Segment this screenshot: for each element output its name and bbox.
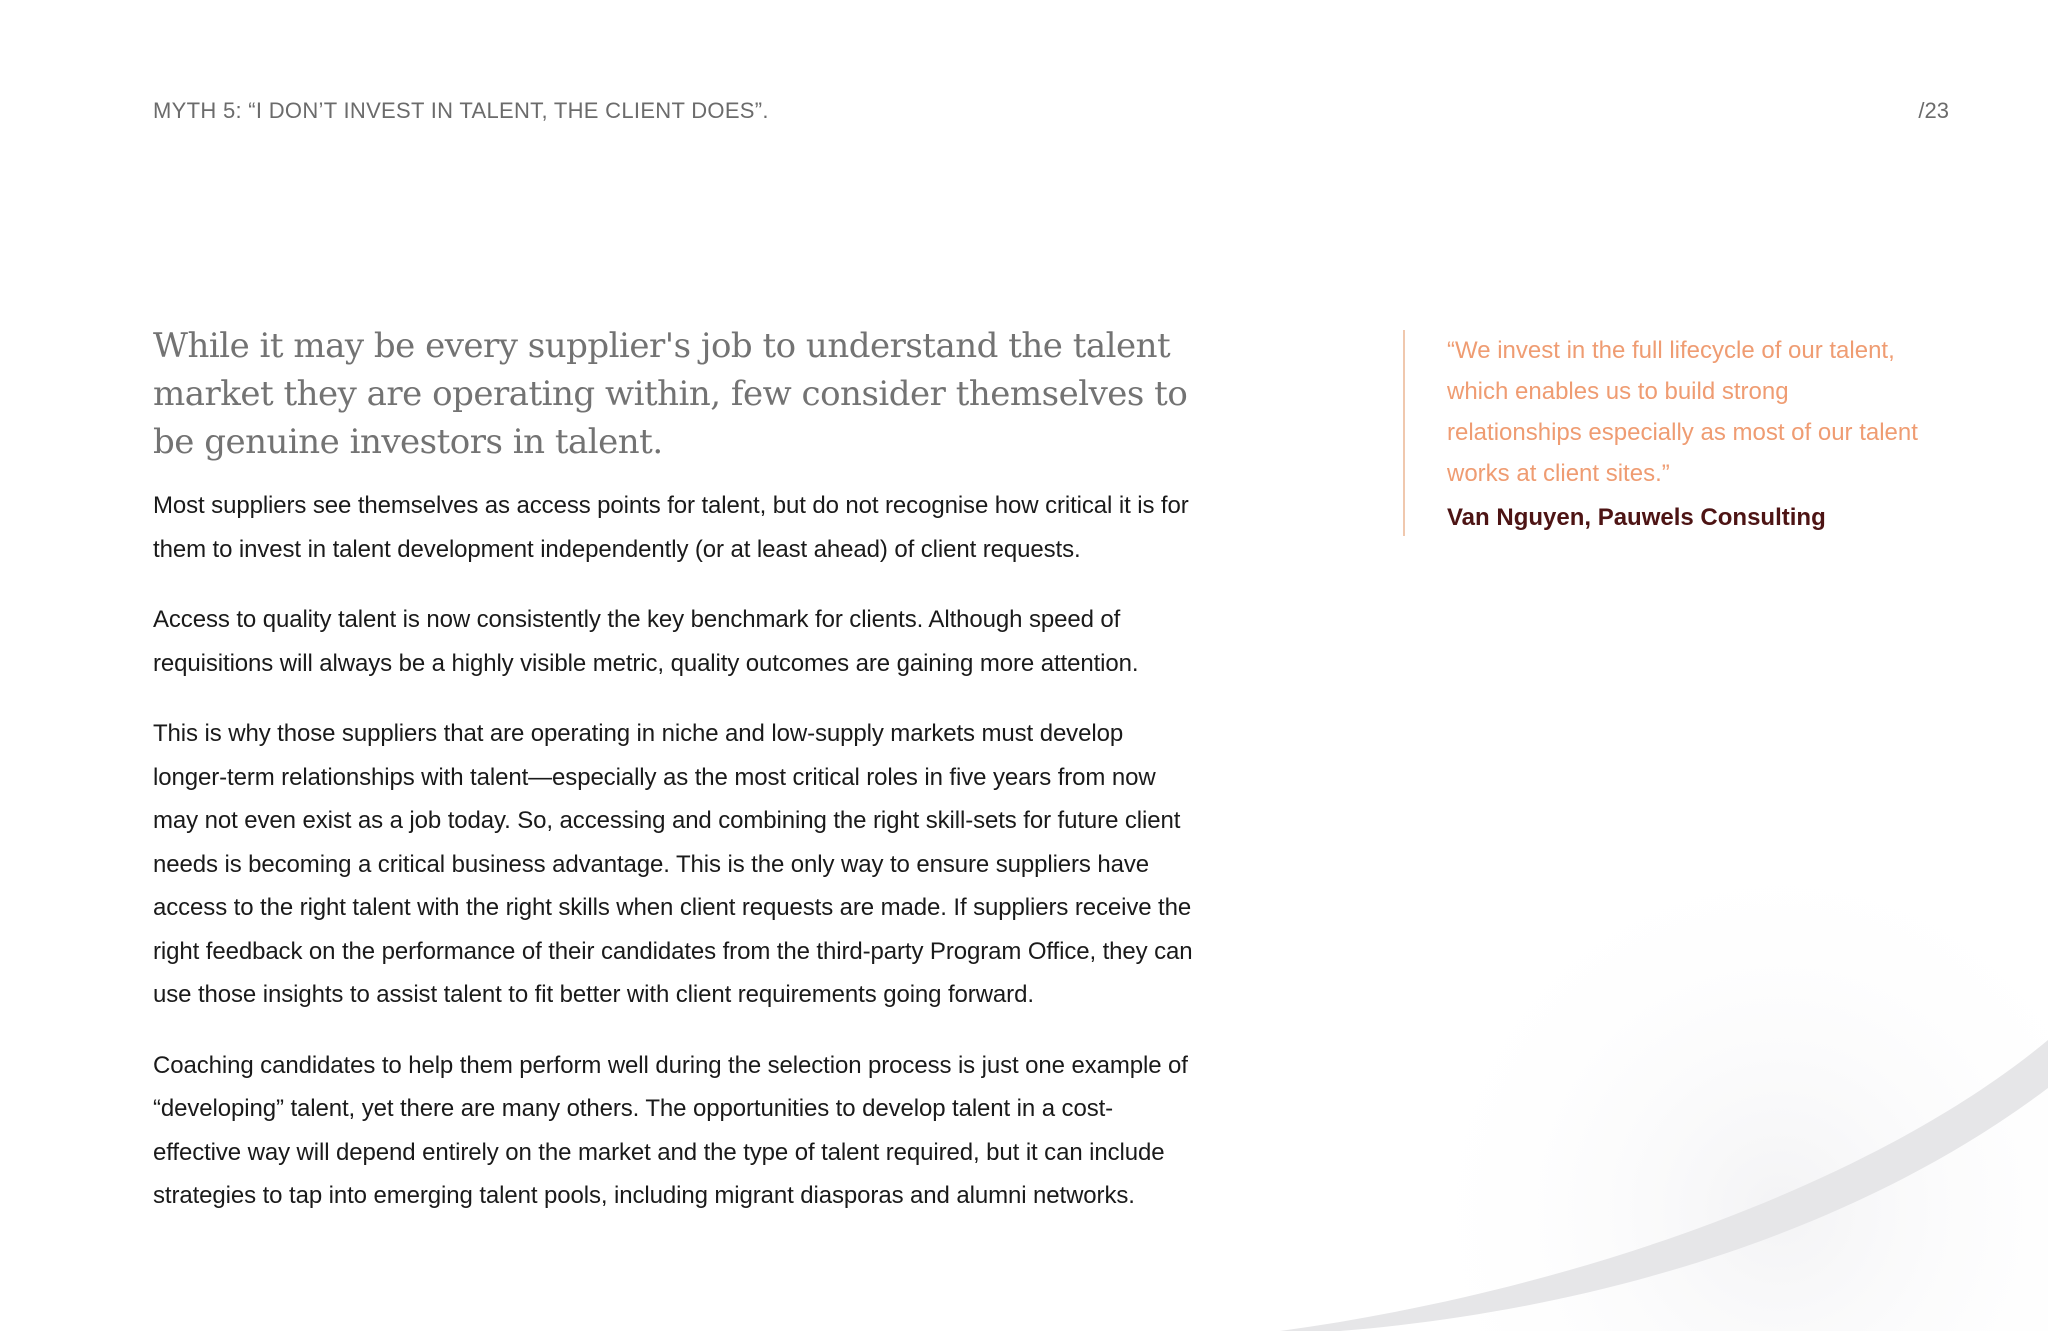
body-paragraph: This is why those suppliers that are operating in niche and low-supply markets must develop longer-term relationships with talent—especially as the most critical roles in five years from now may not even exist as a job today. So, accessing and combining the right skill-sets for future client needs is becoming a critical business advantage. This is the only way to ensure suppliers have access to the right talent with the right skills when client requests are made. If suppliers receive the right feedback on the performance of their candidates from the third-party Program Office, they can use those insights to assist talent to fit better with client requirements going forward.: [153, 720, 1193, 1008]
background-glow: [1450, 850, 2048, 1331]
main-content: [153, 322, 1193, 1245]
body-paragraph: Most suppliers see themselves as access points for talent, but do not recognise how critical it is for them to invest in talent development independently (or at least ahead) of client requests.: [153, 492, 1189, 563]
body-paragraph: Access to quality talent is now consistently the key benchmark for clients. Although speed of requisitions will always be a highly visible metric, quality outcomes are gaining more attention.: [153, 606, 1139, 677]
pull-quote: [1403, 330, 1923, 536]
page-number: /23: [1918, 98, 1949, 123]
lead-paragraph: While it may be every supplier's job to understand the talent market they are operating within, few consider themselves to be genuine investors in talent.: [153, 326, 1188, 462]
page-header-title: MYTH 5: “I DON’T INVEST IN TALENT, THE CLIENT DOES”.: [153, 98, 769, 123]
swoosh-band: [1280, 1040, 2048, 1331]
quote-text: “We invest in the full lifecycle of our talent, which enables us to build strong relationships especially as most of our talent works at client sites.”: [1447, 337, 1918, 487]
body-paragraph: Coaching candidates to help them perform well during the selection process is just one example of “developing” talent, yet there are many others. The opportunities to develop talent in a cost-effective way will depend entirely on the market and the type of talent required, but it can include strategies to tap into emerging talent pools, including migrant diasporas and alumni networks.: [153, 1051, 1188, 1209]
quote-author: Van Nguyen, Pauwels Consulting: [1447, 504, 1826, 531]
